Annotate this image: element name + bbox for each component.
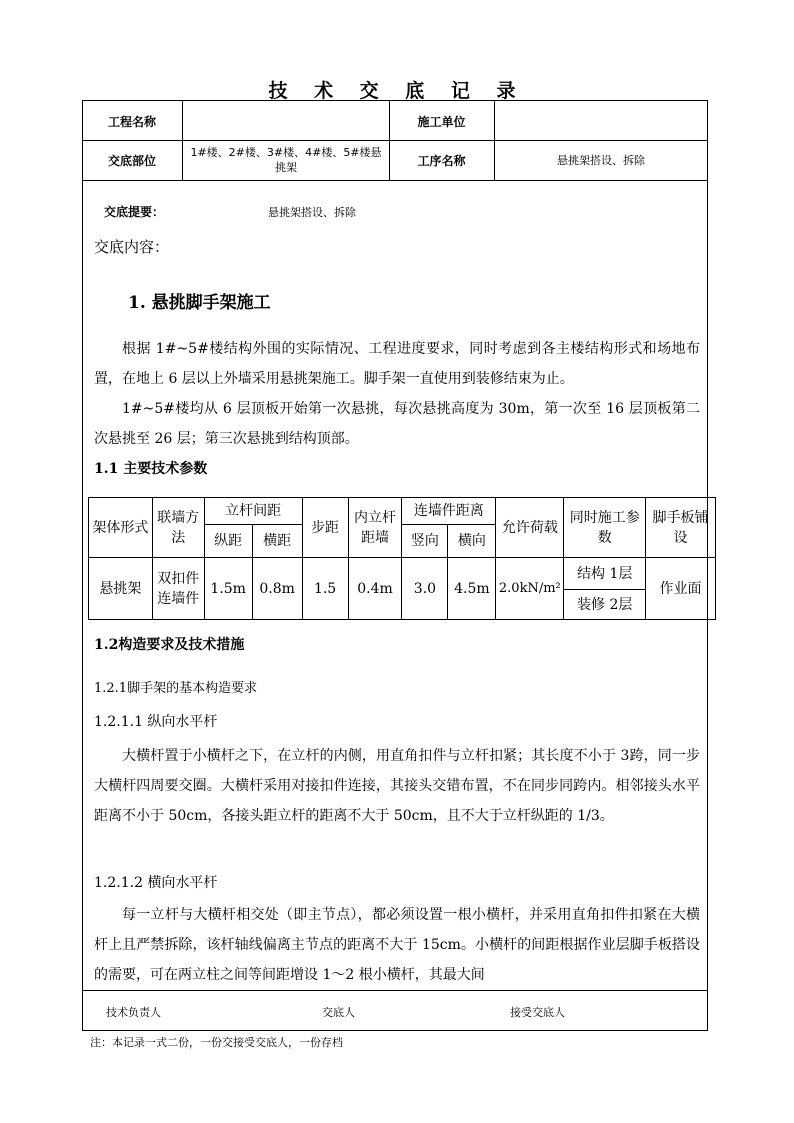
divider bbox=[182, 100, 183, 180]
header-horizontal: 横向 bbox=[448, 525, 496, 558]
tech-lead-label: 技术负责人 bbox=[106, 1006, 161, 1019]
cell-tie-method: 双扣件连墙件 bbox=[152, 558, 204, 620]
cell-simultaneous-decoration: 装修 2层 bbox=[564, 590, 646, 620]
location-label: 交底部位 bbox=[107, 154, 156, 168]
content-label: 交底内容： bbox=[94, 238, 170, 256]
presenter-label: 交底人 bbox=[322, 1006, 355, 1019]
header-inner-pole: 内立杆距墙 bbox=[348, 498, 402, 558]
header-vertical: 竖向 bbox=[402, 525, 448, 558]
paragraph: 每一立杆与大横杆相交处（即主节点），都必须设置一根小横杆，并采用直角扣件扣紧在大横杆上且严禁拆除，该杆轴线偏离主节点的距离不大于 15cm。小横杆的间距根据作业层脚手板搭设的需要，可在两立柱之间等间距增设 1～2 根小横杆，其最大间 bbox=[94, 907, 700, 983]
summary-label: 交底提要： bbox=[104, 205, 165, 219]
header-transverse: 横距 bbox=[252, 525, 302, 558]
paragraph: 大横杆置于小横杆之下，在立杆的内侧，用直角扣件与立杆扣紧；其长度不小于 3跨，同一步大横杆四周要交圈。大横杆采用对接扣件连接，其接头交错布置，不在同步同跨内。相邻接头水平距离不小于 50cm，各接头距立杆的距离不大于 50cm，且不大于立杆纵距的 1/3。 bbox=[94, 748, 700, 824]
paragraph: 根据 1#~5#楼结构外围的实际情况、工程进度要求，同时考虑到各主楼结构形式和场地布置，在地上 6 层以上外墙采用悬挑架施工。脚手架一直使用到装修结束为止。 bbox=[94, 341, 700, 387]
paragraph: 1#~5#楼均从 6 层顶板开始第一次悬挑，每次悬挑高度为 30m，第一次至 16 层顶板第二次悬挑至 26 层；第三次悬挑到结构顶部。 bbox=[94, 401, 700, 447]
header-step: 步距 bbox=[302, 498, 348, 558]
construction-unit-label: 施工单位 bbox=[417, 115, 466, 129]
divider bbox=[82, 140, 708, 141]
cell-simultaneous-structure: 结构 1层 bbox=[564, 558, 646, 590]
section-heading: 1. 悬挑脚手架施工 bbox=[128, 293, 271, 313]
project-name-label: 工程名称 bbox=[107, 115, 156, 129]
header-frame-type: 架体形式 bbox=[89, 498, 153, 558]
process-name-value: 悬挑架搭设、拆除 bbox=[557, 154, 645, 167]
cell-transverse: 0.8m bbox=[252, 558, 302, 620]
record-note: 注：本记录一式二份，一份交接受交底人，一份存档 bbox=[90, 1036, 343, 1049]
header-simultaneous: 同时施工参数 bbox=[564, 498, 646, 558]
cell-allowable-load: 2.0kN/m² bbox=[496, 558, 564, 620]
parameters-table bbox=[88, 497, 716, 620]
subsection-heading: 1.2.1.2 横向水平杆 bbox=[94, 875, 218, 891]
section-heading: 1.2构造要求及技术措施 bbox=[94, 637, 245, 653]
receiver-label: 接受交底人 bbox=[510, 1006, 565, 1019]
divider bbox=[82, 180, 708, 181]
cell-board: 作业面 bbox=[646, 558, 716, 620]
cell-frame-type: 悬挑架 bbox=[89, 558, 153, 620]
process-name-label: 工序名称 bbox=[417, 154, 466, 168]
document-title: 技 术 交 底 记 录 bbox=[268, 80, 526, 102]
header-board: 脚手板铺设 bbox=[646, 498, 716, 558]
divider bbox=[82, 990, 708, 991]
cell-vertical: 3.0 bbox=[402, 558, 448, 620]
cell-horizontal: 4.5m bbox=[448, 558, 496, 620]
cell-step: 1.5 bbox=[302, 558, 348, 620]
cell-inner-pole: 0.4m bbox=[348, 558, 402, 620]
location-value: 1#楼、2#楼、3#楼、4#楼、5#楼悬挑架 bbox=[190, 146, 382, 174]
subsection-heading: 1.2.1脚手架的基本构造要求 bbox=[94, 681, 258, 696]
header-longitudinal: 纵距 bbox=[204, 525, 252, 558]
cell-longitudinal: 1.5m bbox=[204, 558, 252, 620]
header-allowable-load: 允许荷载 bbox=[496, 498, 564, 558]
header-pole-spacing: 立杆间距 bbox=[204, 498, 302, 525]
divider bbox=[494, 100, 495, 180]
header-tie-method: 联墙方法 bbox=[152, 498, 204, 558]
summary-value: 悬挑架搭设、拆除 bbox=[268, 206, 356, 219]
section-heading: 1.1 主要技术参数 bbox=[94, 461, 208, 477]
subsection-heading: 1.2.1.1 纵向水平杆 bbox=[94, 714, 218, 730]
header-tie-spacing: 连墙件距离 bbox=[402, 498, 496, 525]
